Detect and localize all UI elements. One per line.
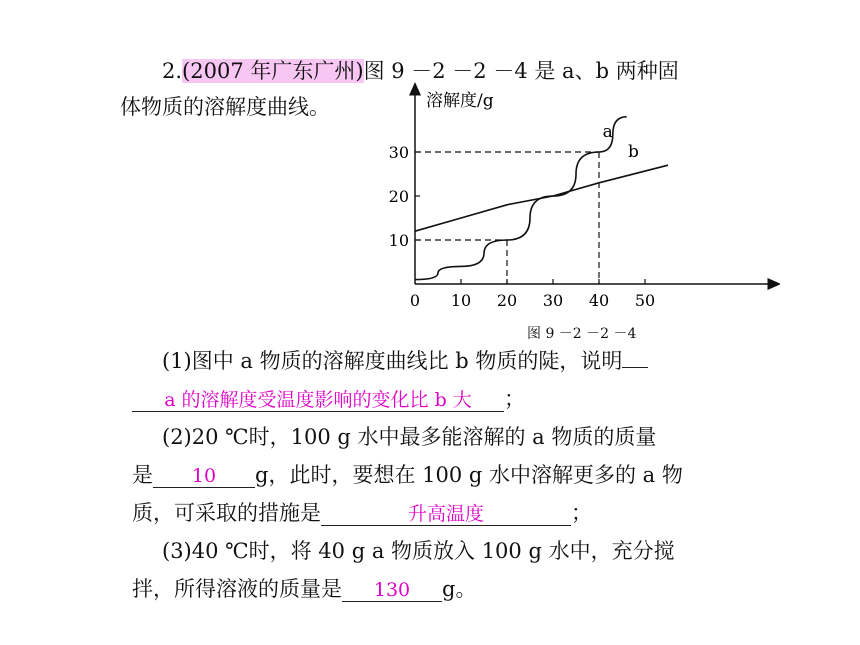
part1-end: ； [504,387,525,411]
part2-prefix: 是 [132,463,153,487]
x-tick-label: 20 [496,291,518,310]
part2-mid: g，此时，要想在 100 g 水中溶解更多的 a 物 [255,463,683,487]
part2-answer-1[interactable]: 10 [153,465,255,488]
series-a-label: a [602,121,613,142]
part3-line-2 [132,576,476,602]
part1-blank-lead [622,367,648,368]
question-intro-1: 图 9 －2 －2 －4 是 a、b 两种固 [363,59,679,83]
x-tick-label: 50 [634,291,656,310]
x-tick-label: 40 [588,291,610,310]
part1-answer[interactable]: a 的溶解度受温度影响的变化比 b 大 [132,389,504,412]
part3-end: g。 [442,577,477,601]
series-b-line [415,165,668,231]
part2-line-1 [162,424,656,450]
series-a-line [415,117,627,280]
y-axis-label: 溶解度/g [426,91,494,111]
y-tick-label: 10 [388,231,409,250]
x-tick-label: 0 [409,291,421,310]
question-number: 2. [162,59,183,83]
part2-text-1: (2)20 ℃时，100 g 水中最多能溶解的 a 物质的质量 [162,425,657,449]
part1-text: (1)图中 a 物质的溶解度曲线比 b 物质的陡，说明 [162,349,623,373]
x-tick-label: 10 [450,291,472,310]
part2-line-2 [132,462,683,488]
question-intro-2: 体物质的溶解度曲线。 [120,95,330,119]
figure-caption: 图 9 －2 －2 －4 [527,326,637,342]
part3-answer[interactable]: 130 [342,579,442,602]
part2-line-3 [132,500,592,526]
question-source: (2007 年广东广州) [182,59,364,83]
part2-text-3: 质，可采取的措施是 [132,501,321,525]
part1-line-1 [162,348,648,374]
series-b-label: b [628,142,639,163]
part3-line-1 [162,538,675,564]
question-intro-line-2 [120,94,330,120]
y-tick-label: 20 [388,187,409,206]
guide-lines [415,152,599,284]
part1-line-2 [132,386,525,412]
y-tick-label: 30 [388,143,409,162]
series-layer [415,117,668,280]
part2-end: ； [571,501,592,525]
solubility-chart [380,80,780,320]
part2-answer-2[interactable]: 升高温度 [321,503,571,526]
part3-prefix: 拌，所得溶液的质量是 [132,577,342,601]
x-tick-label: 30 [542,291,564,310]
part3-text-1: (3)40 ℃时，将 40 g a 物质放入 100 g 水中，充分搅 [162,539,675,563]
